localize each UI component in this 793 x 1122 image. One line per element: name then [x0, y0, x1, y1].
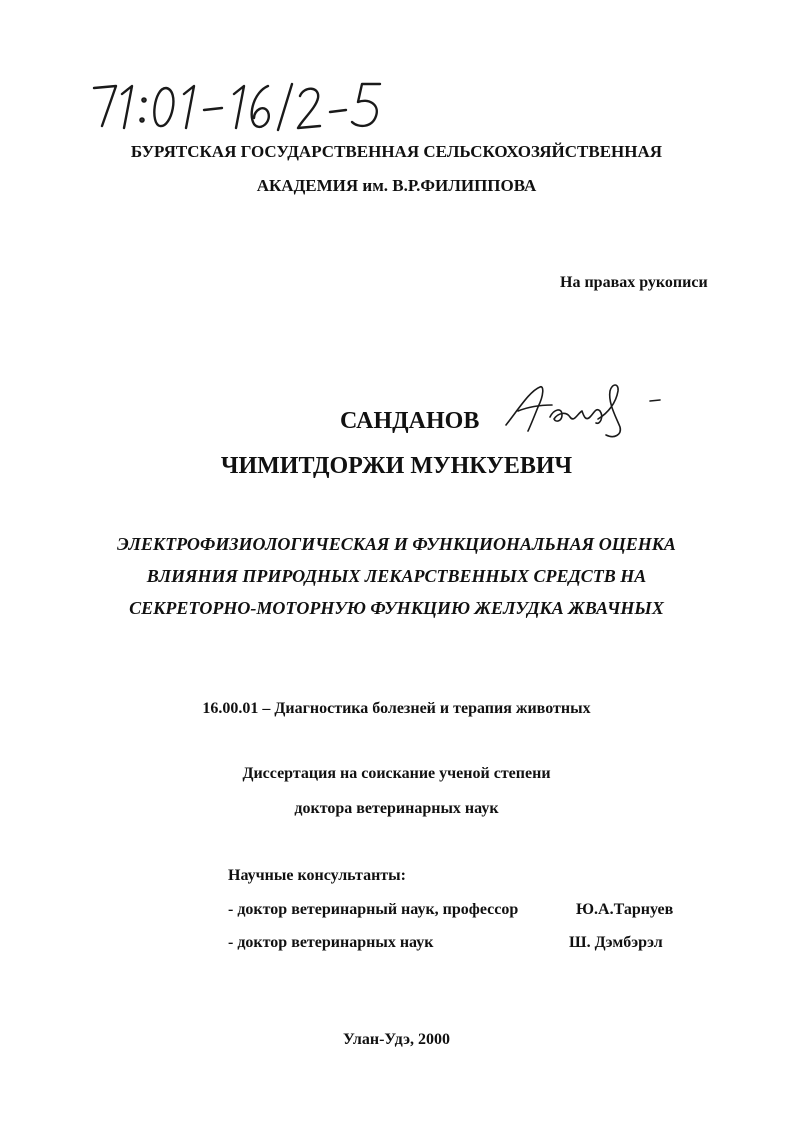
author-given-names: ЧИМИТДОРЖИ МУНКУЕВИЧ	[220, 453, 573, 479]
title-line-1: ЭЛЕКТРОФИЗИОЛОГИЧЕСКАЯ И ФУНКЦИОНАЛЬНАЯ ОЦЕНКА	[117, 534, 676, 554]
degree-line-2: доктора ветеринарных наук	[294, 800, 499, 817]
institution-line-1: БУРЯТСКАЯ ГОСУДАРСТВЕННАЯ СЕЛЬСКОХОЗЯЙСТВЕННАЯ	[130, 142, 663, 161]
handwritten-archive-code	[88, 74, 388, 136]
title-line-2: ВЛИЯНИЯ ПРИРОДНЫХ ЛЕКАРСТВЕННЫХ СРЕДСТВ НА	[146, 566, 647, 586]
consultant-2-role: - доктор ветеринарных наук	[228, 934, 434, 951]
degree-line-1: Диссертация на соискание ученой степени	[242, 765, 551, 782]
author-signature	[500, 377, 670, 441]
consultant-2-name: Ш. Дэмбэрэл	[569, 934, 663, 951]
consultant-1-name: Ю.А.Тарнуев	[576, 901, 674, 918]
specialty-code: 16.00.01 – Диагностика болезней и терапия животных	[202, 700, 591, 717]
place-year: Улан-Удэ, 2000	[342, 1031, 451, 1048]
author-surname: САНДАНОВ	[340, 408, 480, 434]
consultant-1-role: - доктор ветеринарный наук, профессор	[228, 901, 519, 918]
institution-line-2: АКАДЕМИЯ им. В.Р.ФИЛИППОВА	[256, 176, 537, 195]
title-line-3: СЕКРЕТОРНО-МОТОРНУЮ ФУНКЦИЮ ЖЕЛУДКА ЖВАЧНЫХ	[129, 598, 664, 618]
consultants-heading: Научные консультанты:	[228, 867, 406, 884]
rights-note: На правах рукописи	[560, 274, 708, 291]
